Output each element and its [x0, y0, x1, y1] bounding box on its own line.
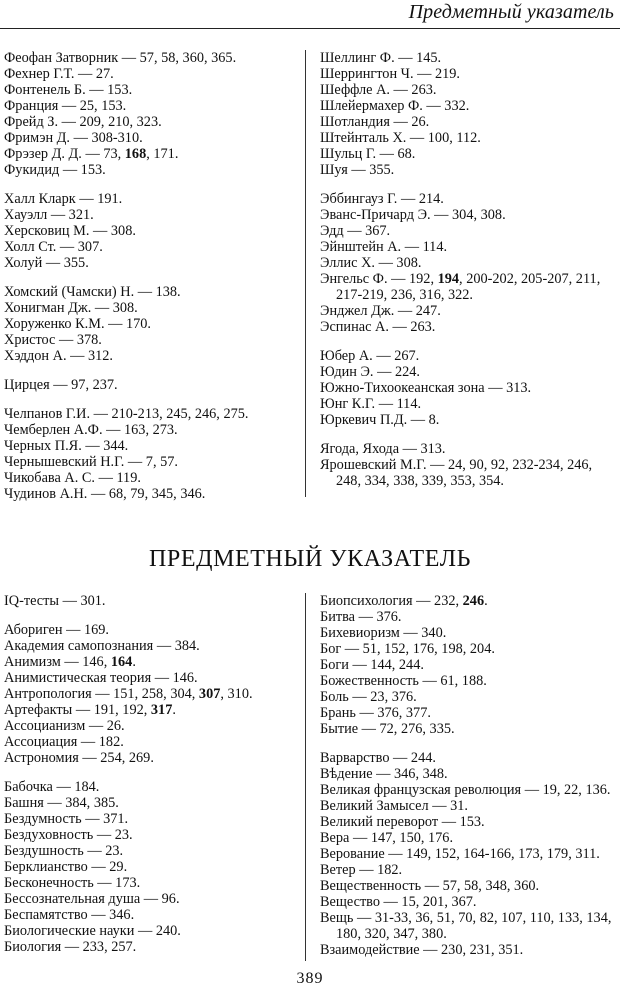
index-entry [320, 162, 618, 178]
entry-text: Бабочка — 184. [4, 779, 100, 795]
index-entry [320, 66, 618, 82]
index-entry [320, 319, 618, 335]
entry-text: Бихевиоризм — 340. [320, 625, 447, 641]
page-number: 389 [296, 970, 324, 987]
column-divider [305, 50, 306, 497]
entry-text: Бесконечность — 173. [4, 875, 141, 891]
entry-text: Энгельс Ф. — 192, [320, 271, 438, 287]
entry-text: Верование — 149, 152, 164-166, 173, 179, 311. [320, 846, 600, 862]
index-entry [4, 750, 294, 766]
entry-text: Боль — 23, 376. [320, 689, 417, 705]
entry-text: Эспинас А. — 263. [320, 319, 436, 335]
index-entry [320, 766, 618, 782]
entry-text: . [132, 654, 136, 670]
index-entry [4, 670, 294, 686]
index-entry [4, 811, 294, 827]
index-entry [4, 130, 294, 146]
entry-text: Шеффле А. — 263. [320, 82, 437, 98]
index-entry [4, 146, 294, 162]
entry-text: Бог — 51, 152, 176, 198, 204. [320, 641, 495, 657]
entry-text: Вѣдение — 346, 348. [320, 766, 448, 782]
index-entry [320, 396, 618, 412]
index-entry [320, 798, 618, 814]
entry-text: Штейнталь Х. — 100, 112. [320, 130, 481, 146]
index-entry [4, 702, 294, 718]
entry-text: Академия самопознания — 384. [4, 638, 200, 654]
entry-text: Варварство — 244. [320, 750, 436, 766]
names-index-right-column [320, 50, 618, 502]
entry-text: Артефакты — 191, 192, [4, 702, 151, 718]
index-entry [4, 891, 294, 907]
index-group [4, 622, 294, 766]
entry-text: Фонтенель Б. — 153. [4, 82, 133, 98]
entry-text: IQ-тесты — 301. [4, 593, 106, 609]
entry-text: Ассоциация — 182. [4, 734, 124, 750]
index-entry [320, 130, 618, 146]
index-entry [4, 223, 294, 239]
subject-index-title: ПРЕДМЕТНЫЙ УКАЗАТЕЛЬ [148, 546, 471, 572]
index-entry [4, 284, 294, 300]
index-entry [320, 705, 618, 721]
bold-page-ref: 164 [110, 654, 133, 670]
entry-text: Шеррингтон Ч. — 219. [320, 66, 460, 82]
index-entry [320, 412, 618, 428]
index-entry [4, 939, 294, 955]
index-entry [4, 300, 294, 316]
index-entry [320, 303, 618, 319]
entry-text: Шотландия — 26. [320, 114, 430, 130]
entry-text: Юркевич П.Д. — 8. [320, 412, 440, 428]
entry-text: Бессознательная душа — 96. [4, 891, 180, 907]
index-entry [4, 654, 294, 670]
index-entry [4, 795, 294, 811]
index-entry [320, 814, 618, 830]
header-rule [0, 28, 620, 29]
entry-text: Шульц Г. — 68. [320, 146, 416, 162]
entry-text: Вещественность — 57, 58, 348, 360. [320, 878, 540, 894]
index-group [320, 750, 618, 958]
index-entry [4, 470, 294, 486]
entry-text: Великий переворот — 153. [320, 814, 485, 830]
index-entry [320, 862, 618, 878]
index-entry [4, 348, 294, 364]
entry-text: Эллис Х. — 308. [320, 255, 422, 271]
index-entry [4, 406, 294, 422]
entry-text: , 310. [220, 686, 253, 702]
entry-text: Ассоцианизм — 26. [4, 718, 125, 734]
index-entry [320, 641, 618, 657]
index-entry [320, 114, 618, 130]
subject-index-right-column [320, 593, 618, 971]
entry-text: Боги — 144, 244. [320, 657, 424, 673]
entry-text: Антропология — 151, 258, 304, [4, 686, 199, 702]
index-entry [4, 923, 294, 939]
index-group [4, 593, 294, 609]
entry-text: Вещество — 15, 201, 367. [320, 894, 477, 910]
entry-text: Ветер — 182. [320, 862, 403, 878]
index-group [320, 191, 618, 335]
index-entry [4, 239, 294, 255]
entry-text: Бездумность — 371. [4, 811, 129, 827]
entry-text: Юбер А. — 267. [320, 348, 420, 364]
index-entry [4, 162, 294, 178]
entry-text: Эйнштейн А. — 114. [320, 239, 448, 255]
entry-text: Юдин Э. — 224. [320, 364, 420, 380]
index-entry [320, 878, 618, 894]
bold-page-ref: 194 [437, 271, 460, 287]
entry-text: Вера — 147, 150, 176. [320, 830, 454, 846]
index-entry [320, 146, 618, 162]
index-entry [4, 638, 294, 654]
index-entry [4, 593, 294, 609]
entry-text: Божественность — 61, 188. [320, 673, 487, 689]
entry-text: Ягода, Яхода — 313. [320, 441, 446, 457]
entry-text: Холл Ст. — 307. [4, 239, 103, 255]
entry-text: Феофан Затворник — 57, 58, 360, 365. [4, 50, 237, 66]
index-entry [4, 316, 294, 332]
entry-text: Битва — 376. [320, 609, 402, 625]
entry-text: Южно-Тихоокеанская зона — 313. [320, 380, 532, 396]
index-entry [320, 223, 618, 239]
entry-text: Халл Кларк — 191. [4, 191, 123, 207]
index-entry [320, 98, 618, 114]
entry-text: Чикобава А. С. — 119. [4, 470, 141, 486]
entry-text: Чернышевский Н.Г. — 7, 57. [4, 454, 178, 470]
entry-text: Франция — 25, 153. [4, 98, 127, 114]
entry-text: Хонигман Дж. — 308. [4, 300, 138, 316]
index-entry [4, 827, 294, 843]
index-group [4, 377, 294, 393]
entry-text: Фримэн Д. — 308-310. [4, 130, 143, 146]
entry-text: Анимистическая теория — 146. [4, 670, 198, 686]
index-entry [4, 486, 294, 502]
entry-text: Хомский (Чамски) Н. — 138. [4, 284, 181, 300]
index-entry [4, 438, 294, 454]
column-divider [305, 593, 306, 961]
entry-text: Фрэзер Д. Д. — 73, [4, 146, 125, 162]
entry-text: Челпанов Г.И. — 210-213, 245, 246, 275. [4, 406, 249, 422]
index-entry [320, 593, 618, 609]
running-header-title: Предметный указатель [408, 1, 614, 23]
entry-text: Цирцея — 97, 237. [4, 377, 118, 393]
entry-text: Взаимодействие — 230, 231, 351. [320, 942, 524, 958]
entry-text: Биопсихология — 232, [320, 593, 463, 609]
index-entry [4, 50, 294, 66]
index-entry [4, 734, 294, 750]
entry-text: Хауэлл — 321. [4, 207, 94, 223]
index-group [4, 191, 294, 271]
index-entry [4, 255, 294, 271]
entry-text: Эббингауз Г. — 214. [320, 191, 444, 207]
index-entry [4, 191, 294, 207]
index-entry [320, 830, 618, 846]
index-entry [4, 779, 294, 795]
entry-text: Берклианство — 29. [4, 859, 128, 875]
entry-text: Юнг К.Г. — 114. [320, 396, 422, 412]
entry-text: Хэддон А. — 312. [4, 348, 114, 364]
index-entry [4, 422, 294, 438]
names-index-left-column [4, 50, 294, 515]
index-entry [320, 942, 618, 958]
index-entry [320, 782, 618, 798]
index-entry [320, 846, 618, 862]
index-entry [320, 894, 618, 910]
entry-text: Фукидид — 153. [4, 162, 106, 178]
index-entry [320, 673, 618, 689]
entry-text: Чемберлен А.Ф. — 163, 273. [4, 422, 178, 438]
index-entry [4, 377, 294, 393]
entry-text: Великий Замысел — 31. [320, 798, 468, 814]
entry-text: Ярошевский М.Г. — 24, 90, 92, 232-234, 246, 248, 334, 338, 339, 353, 354. [320, 457, 593, 489]
index-entry [320, 207, 618, 223]
index-entry [320, 609, 618, 625]
entry-text: Анимизм — 146, [4, 654, 111, 670]
entry-text: Вещь — 31-33, 36, 51, 70, 82, 107, 110, 133, 134, 180, 320, 347, 380. [320, 910, 612, 942]
index-group [320, 593, 618, 737]
index-entry [4, 82, 294, 98]
index-entry [320, 348, 618, 364]
index-entry [4, 66, 294, 82]
entry-text: Христос — 378. [4, 332, 102, 348]
index-entry [4, 114, 294, 130]
entry-text: Башня — 384, 385. [4, 795, 119, 811]
index-entry [4, 718, 294, 734]
entry-text: . [172, 702, 176, 718]
index-entry [320, 50, 618, 66]
entry-text: Херсковиц М. — 308. [4, 223, 136, 239]
entry-text: Шуя — 355. [320, 162, 395, 178]
bold-page-ref: 307 [198, 686, 221, 702]
entry-text: Холуй — 355. [4, 255, 89, 271]
entry-text: Бездушность — 23. [4, 843, 124, 859]
index-entry [4, 332, 294, 348]
index-entry [320, 82, 618, 98]
index-entry [4, 622, 294, 638]
entry-text: Астрономия — 254, 269. [4, 750, 154, 766]
index-group [320, 50, 618, 178]
index-entry [320, 750, 618, 766]
bold-page-ref: 168 [124, 146, 147, 162]
entry-text: Чудинов А.Н. — 68, 79, 345, 346. [4, 486, 206, 502]
bold-page-ref: 317 [150, 702, 173, 718]
entry-text: Беспамятство — 346. [4, 907, 135, 923]
index-entry [320, 457, 618, 489]
entry-text: Биологические науки — 240. [4, 923, 181, 939]
entry-text: Шлейермахер Ф. — 332. [320, 98, 470, 114]
index-entry [320, 271, 618, 303]
entry-text: , 171. [146, 146, 179, 162]
index-entry [4, 454, 294, 470]
entry-text: Эванс-Причард Э. — 304, 308. [320, 207, 506, 223]
subject-index-left-column [4, 593, 294, 968]
index-entry [320, 255, 618, 271]
entry-text: Шеллинг Ф. — 145. [320, 50, 442, 66]
index-entry [320, 191, 618, 207]
index-entry [4, 907, 294, 923]
index-entry [320, 441, 618, 457]
index-entry [4, 207, 294, 223]
entry-text: Эдд — 367. [320, 223, 391, 239]
entry-text: Энджел Дж. — 247. [320, 303, 441, 319]
entry-text: Фрейд З. — 209, 210, 323. [4, 114, 162, 130]
index-group [320, 441, 618, 489]
entry-text: . [484, 593, 488, 609]
index-group [4, 284, 294, 364]
index-group [320, 348, 618, 428]
entry-text: Биология — 233, 257. [4, 939, 137, 955]
index-group [4, 406, 294, 502]
index-entry [4, 859, 294, 875]
index-entry [320, 239, 618, 255]
entry-text: Бытие — 72, 276, 335. [320, 721, 455, 737]
entry-text: Абориген — 169. [4, 622, 109, 638]
index-entry [320, 910, 618, 942]
entry-text: Великая французская революция — 19, 22, 136. [320, 782, 611, 798]
entry-text: Хоруженко К.М. — 170. [4, 316, 151, 332]
index-entry [320, 625, 618, 641]
entry-text: , 200-202, 205-207, 211, 217-219, 236, 316, 322. [336, 271, 601, 303]
index-entry [4, 686, 294, 702]
entry-text: Брань — 376, 377. [320, 705, 431, 721]
index-entry [4, 875, 294, 891]
index-entry [4, 843, 294, 859]
index-entry [320, 721, 618, 737]
index-group [4, 779, 294, 955]
bold-page-ref: 246 [462, 593, 485, 609]
index-entry [320, 657, 618, 673]
index-entry [4, 98, 294, 114]
entry-text: Черных П.Я. — 344. [4, 438, 129, 454]
index-entry [320, 364, 618, 380]
entry-text: Фехнер Г.Т. — 27. [4, 66, 114, 82]
running-header [0, 0, 620, 36]
entry-text: Бездуховность — 23. [4, 827, 133, 843]
index-entry [320, 689, 618, 705]
index-group [4, 50, 294, 178]
index-entry [320, 380, 618, 396]
